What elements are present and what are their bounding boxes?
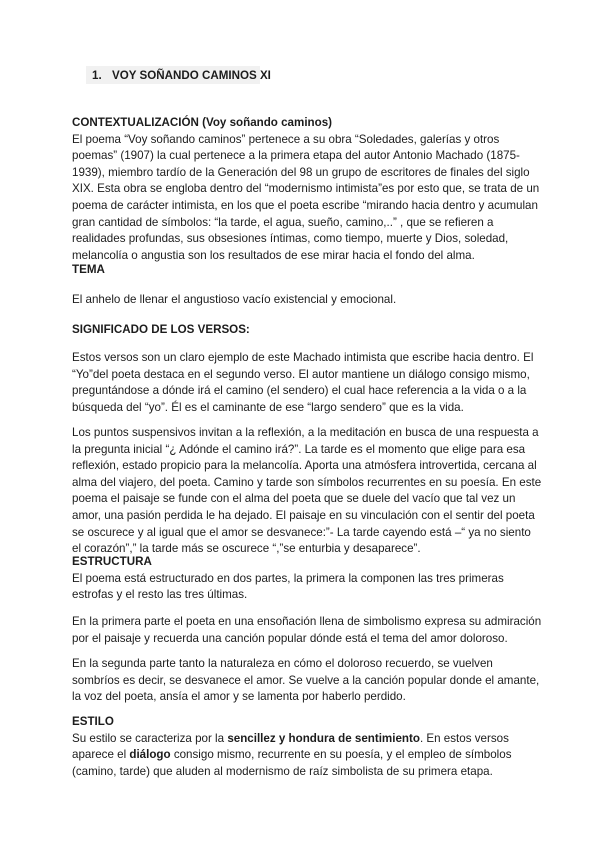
estilo-bold-2: diálogo: [129, 748, 171, 762]
estilo-heading: ESTILO: [72, 715, 114, 728]
estilo-paragraph: [72, 731, 542, 781]
context-heading: CONTEXTUALIZACIÓN (Voy soñando caminos): [72, 116, 333, 129]
estructura-paragraph-1: El poema está estructurado en dos partes, la primera la componen las tres primeras estrofas y el resto las tres últimas.: [72, 571, 504, 602]
estilo-text-1: Su estilo se caracteriza por la: [72, 731, 228, 745]
estilo-text-3: consigo mismo, recurrente en su poesía, y el empleo de símbolos (camino, tarde) que aluden al modernismo de raíz simbolista de su primera etapa.: [72, 748, 512, 778]
estilo-text-2: . En estos versos aparece el: [72, 731, 509, 762]
significado-paragraph-2: Los puntos suspensivos invitan a la reflexión, a la meditación en busca de una respuesta a la pregunta inicial “¿ Adónde el camino irá?”. La tarde es el momento que elige para esa reflexión, estado propicio para la melancolía. Aporta una atmósfera introvertida, cercana al alma del viajero, del poeta. Camino y tarde son símbolos recurrentes en su poesía. En este poema el paisaje se funde con el alma del poeta que se duele del vacío que tal vez un amor, una pasión perdida le ha dejado. El paisaje en su vinculación con el sentir del poeta se oscurece y al igual que el amor se desvanece:”- La tarde cayendo está –“ ya no siento el corazón”,” la tarde más se oscurece “,”se enturbia y desaparece”.: [72, 426, 542, 556]
tema-heading: TEMA: [72, 263, 105, 276]
estructura-block-2: [72, 614, 542, 647]
significado-block-2: [72, 425, 542, 558]
significado-heading: SIGNIFICADO DE LOS VERSOS:: [72, 323, 250, 336]
estructura-section: [72, 554, 542, 604]
estilo-bold-1: sencillez y hondura de sentimiento: [227, 731, 420, 745]
tema-section: [72, 262, 542, 279]
context-paragraph: El poema “Voy soñando caminos” pertenece a su obra “Soledades, galerías y otros poemas” (1907) la cual pertenece a la primera etapa del autor Antonio Machado (1875-1939), miembro tardío de la Generación del 98 un grupo de escritores de finales del siglo XIX. Esta obra se engloba dentro del “modernismo intimista”es por esto que, se trata de un poema de carácter intimista, en los que el poeta escribe “mirando hacia dentro y acumulan gran cantidad de símbolos: “la tarde, el agua, sueño, camino,..” , que se refieren a realidades profundas, sus obsesiones íntimas, como tiempo, muerte y Dios, soledad, melancolía o angustia son los resultados de ese mirar hacia el fondo del alma.: [72, 132, 540, 262]
estilo-section: [72, 714, 542, 780]
significado-section: [72, 322, 542, 339]
tema-paragraph: El anhelo de llenar el angustioso vacío existencial y emocional.: [72, 293, 397, 306]
title-text: VOY SOÑANDO CAMINOS XI: [112, 69, 271, 82]
title-number: 1.: [92, 69, 102, 82]
estructura-paragraph-2: En la primera parte el poeta en una ensoñación llena de simbolismo expresa su admiración por el paisaje y recuerda una canción popular dónde está el tema del amor doloroso.: [72, 615, 542, 645]
estructura-heading: ESTRUCTURA: [72, 555, 152, 568]
significado-paragraph-1: Estos versos son un claro ejemplo de este Machado intimista que escribe hacia dentro. El “Yo”del poeta destaca en el segundo verso. El autor mantiene un diálogo consigo mismo, preguntándose a dónde irá el camino (el sendero) el cual hace referencia a la vida o a la búsqueda del “yo”. Él es el caminante de ese “largo sendero” que es la vida.: [72, 351, 534, 414]
estructura-paragraph-3: En la segunda parte tanto la naturaleza en cómo el doloroso recuerdo, se vuelven sombríos es decir, se desvanece el amor. Se vuelve a la canción popular donde el amante, la voz del poeta, ansía el amor y se lamenta por haberlo perdido.: [72, 657, 540, 704]
tema-text-block: [72, 292, 542, 309]
estructura-block-3: [72, 656, 542, 706]
document-title: [92, 68, 271, 84]
context-section: [72, 115, 542, 264]
significado-block-1: [72, 350, 542, 416]
